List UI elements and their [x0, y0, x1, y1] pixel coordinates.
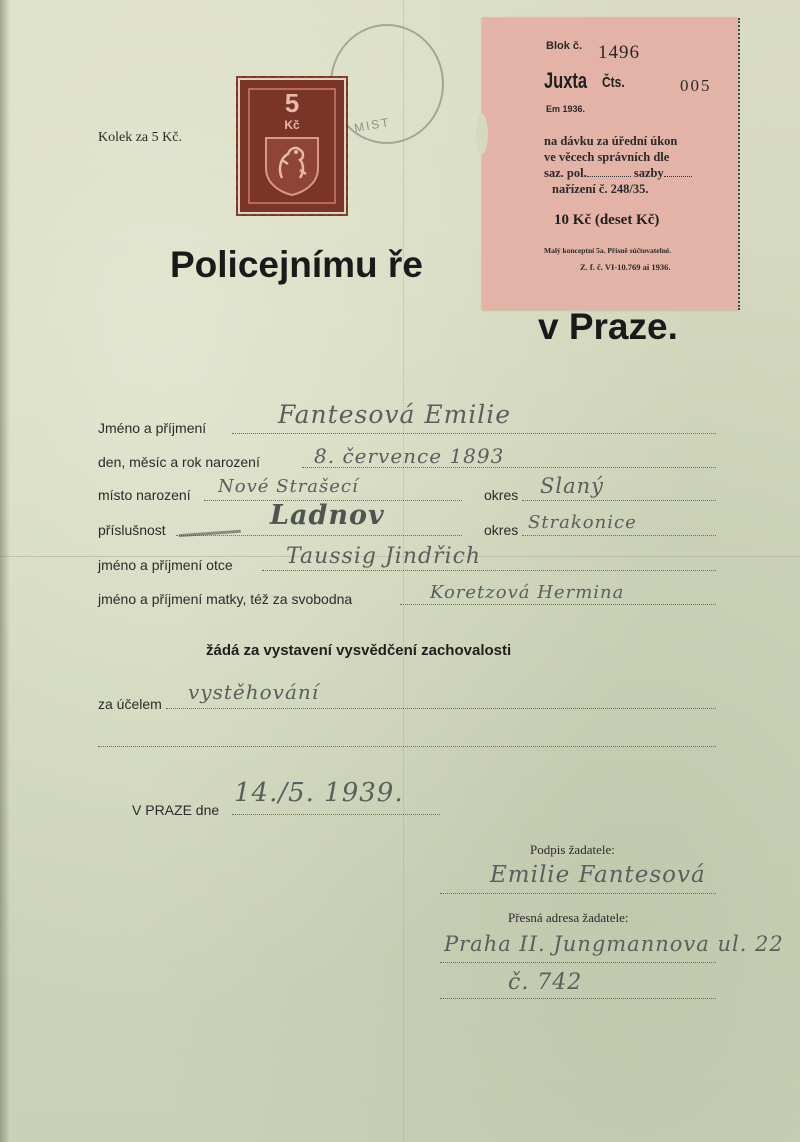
heading-line2: v Praze.: [538, 306, 678, 347]
slip-saz-pol-blank: [587, 176, 631, 177]
birthplace-district-line: [522, 500, 716, 501]
purpose-line-2: [98, 746, 716, 747]
purpose-label: za účelem: [98, 696, 162, 712]
slip-cts-number: 005: [680, 76, 712, 95]
slip-text-line2: ve věcech správních dle: [544, 150, 670, 164]
signature-value: Emilie Fantesová: [490, 862, 706, 888]
postmark-text: MIST: [353, 114, 392, 136]
signature-label: Podpis žadatele:: [530, 842, 615, 857]
revenue-stamp-label: Kolek za 5 Kč.: [98, 130, 182, 145]
mother-value: Koretzová Hermina: [430, 582, 625, 603]
belonging-label: příslušnost: [98, 522, 166, 538]
slip-tear: [476, 114, 488, 154]
slip-block-number: 1496: [598, 42, 640, 63]
slip-text-line1: na dávku za úřední úkon: [544, 134, 678, 148]
fee-receipt-slip: [482, 18, 738, 310]
slip-text-line4: nařízení č. 248/35.: [552, 182, 649, 196]
birthplace-label: místo narození: [98, 487, 191, 503]
slip-cts-label: Čts.: [602, 74, 625, 91]
address-line-1: [440, 962, 716, 963]
revenue-stamp: [236, 76, 348, 216]
belonging-value: Ladnov: [270, 500, 385, 531]
slip-brand: Juxta: [544, 68, 588, 93]
purpose-value: vystěhování: [188, 680, 320, 704]
slip-perforation: [736, 18, 740, 310]
heading-line1: Policejnímu ře: [170, 244, 423, 285]
name-label: Jméno a příjmení: [98, 420, 207, 436]
vertical-fold: [403, 0, 404, 1142]
birth-value: 8. července 1893: [314, 444, 505, 468]
slip-amount: 10 Kč (deset Kč): [554, 212, 660, 228]
slip-footer1: Malý konceptní 5a. Přísně súčtovatelné.: [544, 246, 672, 255]
address-line2-value: č. 742: [508, 970, 583, 995]
belonging-district-value: Strakonice: [528, 512, 637, 533]
page-edge-shadow: [0, 0, 10, 1142]
slip-footer2: Z. f. č. VI-10.769 ai 1936.: [580, 262, 671, 272]
place-date-label: V PRAZE dne: [132, 802, 220, 818]
address-line-2: [440, 998, 716, 999]
slip-saz-pol: saz. pol.: [544, 166, 587, 180]
mother-label: jméno a příjmení matky, též za svobodna: [98, 591, 353, 607]
slip-sazby: sazby: [633, 166, 664, 180]
purpose-line: [166, 708, 716, 709]
belonging-district-label: okres: [484, 522, 519, 538]
belonging-district-line: [522, 535, 716, 536]
birthplace-district-value: Slaný: [540, 474, 605, 498]
stamp-currency: Kč: [284, 118, 300, 132]
belonging-line: [176, 535, 462, 536]
slip-text-line3: [544, 166, 692, 181]
birthplace-value: Nové Strašecí: [218, 476, 359, 497]
father-value: Taussig Jindřich: [286, 544, 482, 569]
slip-em: Em 1936.: [546, 104, 586, 114]
slip-sazby-blank: [664, 176, 692, 177]
place-date-value: 14./5. 1939.: [234, 778, 404, 808]
struck-out-handwriting: [177, 506, 241, 537]
stamp-value: 5: [284, 88, 300, 118]
mother-line: [400, 604, 716, 605]
signature-line: [440, 893, 716, 894]
request-text: žádá za vystavení vysvědčení zachovalosti: [206, 642, 512, 659]
address-line1-value: Praha II. Jungmannova ul. 22: [444, 932, 784, 956]
birthplace-district-label: okres: [484, 487, 519, 503]
place-date-line: [232, 814, 440, 815]
address-label: Přesná adresa žadatele:: [508, 910, 629, 925]
birth-label: den, měsíc a rok narození: [98, 454, 260, 470]
lion-coat-of-arms-icon: [260, 134, 324, 196]
name-value: Fantesová Emilie: [278, 400, 512, 429]
slip-block-label: Blok č.: [546, 40, 583, 52]
father-label: jméno a příjmení otce: [98, 557, 233, 573]
name-line: [232, 433, 716, 434]
father-line: [262, 570, 716, 571]
